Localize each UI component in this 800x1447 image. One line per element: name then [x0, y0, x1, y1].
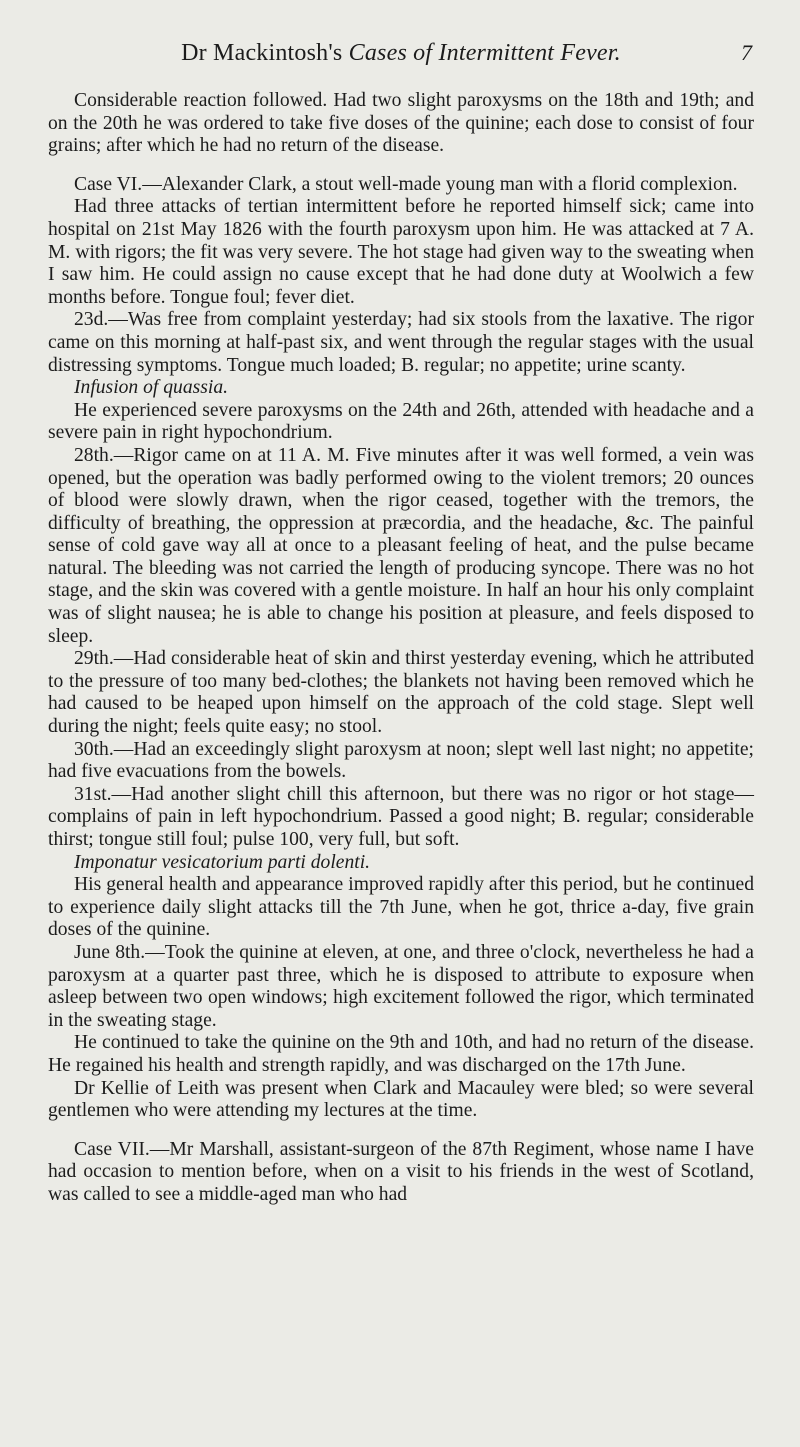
- paragraph: 28th.—Rigor came on at 11 A. M. Five minutes after it was well formed, a vein was opened, but the operation was badly performed owing to the violent tremors; 20 ounces of blood were slowly drawn, when the rigor ceased, together with the tremors, the difficulty of breathing, the oppression at præcordia, and the headache, &c. The painful sense of cold gave way all at once to a pleasant feeling of heat, and the pulse became natural. The bleeding was not carried the length of producing syncope. There was no hot stage, and the skin was covered with a gentle moisture. In half an hour his only complaint was of slight nausea; he is able to change his position at pleasure, and feels disposed to sleep.: [48, 444, 754, 647]
- case-heading-paragraph: Case VI.—Alexander Clark, a stout well-made young man with a florid complexion.: [74, 173, 738, 195]
- prescription-line: Infusion of quassia.: [74, 377, 229, 399]
- title-italic: Cases of Intermittent Fever.: [348, 40, 621, 66]
- paragraph: He experienced severe paroxysms on the 24th and 26th, attended with headache and a severe pain in right hypochondrium.: [48, 399, 754, 444]
- paragraph: Dr Kellie of Leith was present when Clark and Macauley were bled; so were several gentlemen who were attending my lectures at the time.: [48, 1077, 754, 1122]
- case-heading-paragraph: Case VII.—Mr Marshall, assistant-surgeon of the 87th Regiment, whose name I have had occasion to mention before, when on a visit to his friends in the west of Scotland, was called to see a middle-aged man who had: [48, 1138, 754, 1205]
- paragraph: His general health and appearance improved rapidly after this period, but he continued to experience daily slight attacks till the 7th June, when he got, thrice a-day, five grain doses of the quinine.: [48, 874, 754, 941]
- running-header: [48, 0, 754, 90]
- body-text: [48, 90, 754, 1207]
- paragraph: June 8th.—Took the quinine at eleven, at one, and three o'clock, nevertheless he had a paroxysm at a quarter past three, which he is disposed to attribute to exposure when asleep between two open windows; high excitement followed the rigor, which terminated in the sweating stage.: [48, 941, 754, 1031]
- paragraph: Had three attacks of tertian intermittent before he reported himself sick; came into hospital on 21st May 1826 with the fourth paroxysm upon him. He was attacked at 7 A. M. with rigors; the fit was very severe. The hot stage had given way to the sweating when I saw him. He could assign no cause except that he had done duty at Woolwich a few months before. Tongue foul; fever diet.: [48, 196, 754, 308]
- paragraph: He continued to take the quinine on the 9th and 10th, and had no return of the disease. He regained his health and strength rapidly, and was discharged on the 17th June.: [48, 1032, 754, 1076]
- paragraph: 31st.—Had another slight chill this afternoon, but there was no rigor or hot stage—complains of pain in left hypochondrium. Passed a good night; B. regular; considerable thirst; tongue still foul; pulse 100, very full, but soft.: [48, 783, 754, 850]
- running-title: [48, 40, 754, 67]
- prescription-line: Imponatur vesicatorium parti dolenti.: [74, 851, 371, 873]
- paragraph: 30th.—Had an exceedingly slight paroxysm at noon; slept well last night; no appetite; had five evacuations from the bowels.: [48, 738, 754, 783]
- paragraph: 23d.—Was free from complaint yesterday; had six stools from the laxative. The rigor came on this morning at half-past six, and went through the regular stages with the usual distressing symptoms. Tongue much loaded; B. regular; no appetite; urine scanty.: [48, 309, 754, 376]
- title-prefix: Dr Mackintosh's: [181, 40, 343, 66]
- page-number: 7: [741, 40, 752, 65]
- paragraph: Considerable reaction followed. Had two slight paroxysms on the 18th and 19th; and on the 20th he was ordered to take five doses of the quinine; each dose to consist of four grains; after which he had no return of the disease.: [48, 90, 754, 157]
- paragraph: 29th.—Had considerable heat of skin and thirst yesterday evening, which he attributed to the pressure of too many bed-clothes; the blankets not having been removed which he had caused to be heaped upon himself on the approach of the cold stage. Slept well during the night; feels quite easy; no stool.: [48, 648, 754, 738]
